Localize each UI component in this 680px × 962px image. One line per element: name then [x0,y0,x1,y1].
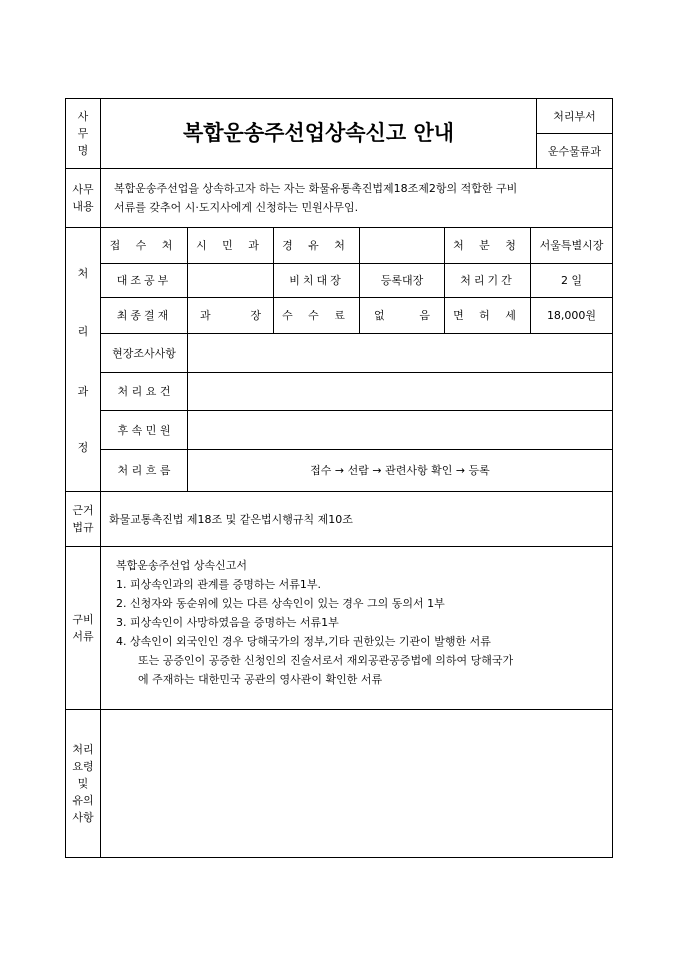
dept-value: 운수물류과 [547,144,602,158]
description-line: 서류를 갖추어 시·도지사에게 신청하는 민원사무임. [114,201,359,214]
label-line: 처리 [72,743,94,756]
dept-label: 처리부서 [553,109,596,123]
process-label [66,227,100,491]
description-label [66,169,100,227]
value-part: 과 [200,309,211,322]
ledger-value [188,264,273,297]
processing-notes-label [66,710,100,857]
ledger-label: 대조공부 [116,274,172,287]
disposal-authority-value: 서울특별시장 [539,239,604,252]
via-office-value [360,228,444,263]
label-char: 사 [77,110,89,123]
document-heading: 복합운송주선업 상속신고서 [116,559,248,572]
legal-basis-label [66,492,100,546]
final-approval-value [188,298,273,333]
legal-basis-value: 화물교통촉진법 제18조 및 같은법시행규칙 제10조 [109,512,353,526]
divider [66,546,612,547]
receipt-office-label: 접 수 처 [109,239,179,252]
label-char: 처 [77,267,89,280]
application-guide-form [65,98,613,858]
label-line: 유의 [72,794,94,807]
description-line: 복합운송주선업을 상속하고자 하는 자는 화물유통촉진법제18조제2항의 적합한 구비 [114,182,518,195]
description-text [114,179,517,217]
fee-label: 수 수 료 [282,309,351,322]
follow-up-label: 후 속 민 원 [117,423,171,437]
value-part: 없 [374,309,385,322]
label-char: 명 [77,144,89,157]
page-title: 복합운송주선업상속신고 안내 [182,121,455,145]
label-line: 서류 [72,630,94,643]
document-item: 2. 신청자와 동순위에 있는 다른 상속인이 있는 경우 그의 동의서 1부 [116,597,445,610]
processing-conditions-label: 처 리 요 건 [117,385,171,398]
receipt-office-value: 시 민 과 [196,239,265,252]
document-item: 4. 상속인이 외국인인 경우 당해국가의 정부,기타 권한있는 기관이 발행한 서류 [116,635,491,648]
license-tax-label: 면 허 세 [453,309,522,322]
label-char: 리 [77,325,89,338]
field-inspection-label: 현장조사사항 [112,346,176,360]
via-office-label: 경 유 처 [282,239,351,252]
document-item-continued: 또는 공증인이 공증한 신청인의 진술서로서 재외공관공증법에 의하여 당해국가 [138,654,514,667]
reserve-register-value: 등록대장 [380,274,424,287]
processing-period-label: 처리기간 [460,274,515,287]
label-line: 근거 [72,504,94,517]
processing-period-value: 2 일 [560,274,583,287]
label-char: 무 [77,127,89,140]
document-item-continued: 에 주재하는 대한민국 공관의 영사관이 확인한 서류 [138,673,383,686]
label-line: 및 [77,777,89,790]
document-item: 1. 피상속인과의 관계를 증명하는 서류1부. [116,578,321,591]
label-line: 사항 [72,811,94,824]
divider [66,168,612,169]
processing-notes-content [101,710,612,857]
document-item: 3. 피상속인이 사망하였음을 증명하는 서류1부 [116,616,339,629]
office-name-label [66,99,100,168]
value-part: 음 [419,309,430,322]
label-line: 요령 [72,760,94,773]
process-flow-label: 처 리 흐 름 [117,464,171,477]
required-documents-label [66,547,100,709]
final-approval-label: 최종결재 [116,309,172,322]
reserve-register-label: 비치대장 [289,274,344,287]
label-line: 내용 [72,200,94,213]
license-tax-value: 18,000원 [546,309,597,322]
label-char: 과 [77,385,89,398]
label-line: 사무 [72,183,94,196]
label-char: 정 [77,441,89,454]
disposal-authority-label: 처 분 청 [453,239,522,252]
label-line: 법규 [72,521,94,534]
fee-value [360,298,444,333]
value-part: 장 [250,309,261,322]
label-line: 구비 [72,613,94,626]
required-documents-list [116,556,513,689]
process-flow-value: 접수 → 선람 → 관련사항 확인 → 등록 [310,464,490,477]
